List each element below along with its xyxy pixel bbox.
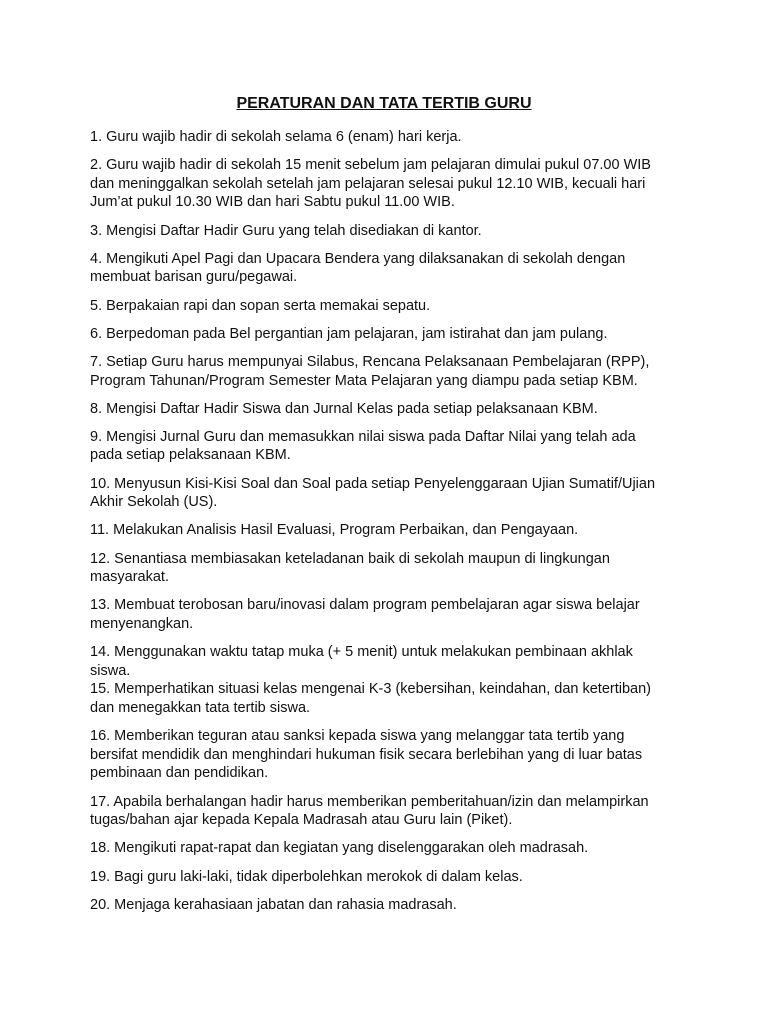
rule-item-10: 10. Menyusun Kisi-Kisi Soal dan Soal pada setiap Penyelenggaraan Ujian Sumatif/Ujian Akhir Sekolah (US). [90, 475, 656, 511]
rule-item-18: 18. Mengikuti rapat-rapat dan kegiatan yang diselenggarakan oleh madrasah. [90, 840, 589, 857]
rule-item-1: 1. Guru wajib hadir di sekolah selama 6 (enam) hari kerja. [90, 129, 462, 145]
document-title: PERATURAN DAN TATA TERTIB GURU [236, 95, 532, 112]
rule-item-2: 2. Guru wajib hadir di sekolah 15 menit sebelum jam pelajaran dimulai pukul 07.00 WIB dan meninggalkan sekolah setelah jam pelajaran selesai pukul 12.10 WIB, kecuali hari Jum’at pukul 10.30 WIB dan hari Sabtu pukul 11.00 WIB. [90, 157, 651, 211]
rule-item-17: 17. Apabila berhalangan hadir harus memberikan pemberitahuan/izin dan melampirkan tugas/bahan ajar kepada Kepala Madrasah atau Guru lain (Piket). [90, 793, 649, 829]
rules-list [90, 128, 690, 914]
rule-item-19: 19. Bagi guru laki-laki, tidak diperbolehkan merokok di dalam kelas. [90, 868, 523, 885]
document-page [90, 94, 690, 924]
rule-item-3: 3. Mengisi Daftar Hadir Guru yang telah disediakan di kantor. [90, 222, 482, 239]
rule-item-15: 15. Memperhatikan situasi kelas mengenai K-3 (kebersihan, keindahan, dan ketertiban) dan menegakkan tata tertib siswa. [90, 681, 651, 716]
rule-item-9: 9. Mengisi Jurnal Guru dan memasukkan nilai siswa pada Daftar Nilai yang telah ada pada setiap pelaksanaan KBM. [90, 428, 636, 464]
rule-item-8: 8. Mengisi Daftar Hadir Siswa dan Jurnal Kelas pada setiap pelaksanaan KBM. [90, 400, 598, 417]
rule-item-6: 6. Berpedoman pada Bel pergantian jam pelajaran, jam istirahat dan jam pulang. [90, 325, 608, 342]
rule-item-13: 13. Membuat terobosan baru/inovasi dalam program pembelajaran agar siswa belajar menyenangkan. [90, 597, 640, 632]
rule-item-12: 12. Senantiasa membiasakan keteladanan baik di sekolah maupun di lingkungan masyarakat. [90, 550, 610, 586]
rule-item-5: 5. Berpakaian rapi dan sopan serta memakai sepatu. [90, 297, 431, 314]
rule-item-20: 20. Menjaga kerahasiaan jabatan dan rahasia madrasah. [90, 896, 457, 913]
rule-item-4: 4. Mengikuti Apel Pagi dan Upacara Bendera yang dilaksanakan di sekolah dengan membuat barisan guru/pegawai. [90, 250, 626, 286]
rule-item-11: 11. Melakukan Analisis Hasil Evaluasi, Program Perbaikan, dan Pengayaan. [90, 522, 579, 539]
rule-item-7: 7. Setiap Guru harus mempunyai Silabus, Rencana Pelaksanaan Pembelajaran (RPP), Program Tahunan/Program Semester Mata Pelajaran yang diampu pada setiap KBM. [90, 353, 650, 389]
rule-item-16: 16. Memberikan teguran atau sanksi kepada siswa yang melanggar tata tertib yang bersifat mendidik dan menghindari hukuman fisik secara berlebihan yang di luar batas pembinaan dan pendidikan. [90, 728, 643, 782]
rule-item-14: 14. Menggunakan waktu tatap muka (+ 5 menit) untuk melakukan pembinaan akhlak siswa. [90, 644, 633, 679]
